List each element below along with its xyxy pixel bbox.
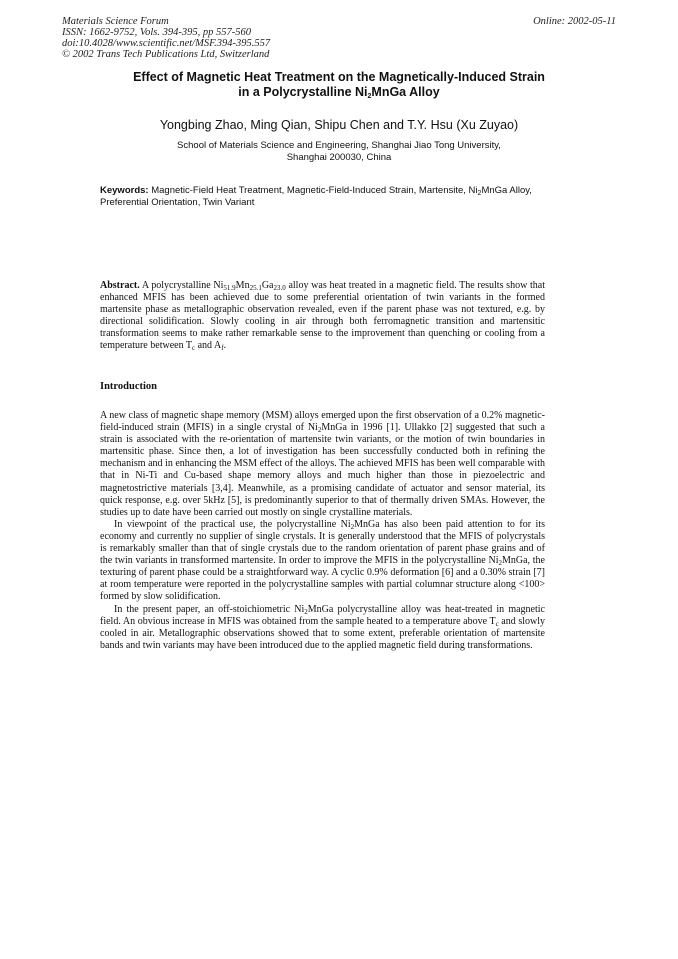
online-date: Online: 2002-05-11 (533, 16, 616, 27)
intro-paragraph-3: In the present paper, an off-stoichiometric $Ni_2MnGa$ polycrystalline alloy was heat-treated in magnetic field. An obvious increase in MFIS was obtained from the sample heated to a temperature above $T_c$ and slowly cooled in air. Metallographic observations showed that to some extent, preferable orientation of martensite bands and twin variants may have been introduced due to the applied magnetic field during transformations. (100, 603, 546, 651)
doi-link[interactable]: doi:10.4028/www.scientific.net/MSF.394-395.557 (62, 38, 271, 49)
intro-paragraph-2: In viewpoint of the practical use, the polycrystalline $Ni_2MnGa$ has also been paid attention to for its economy and currently no supplier of single crystals. It is generally understood that the MFIS of polycrystals is remarkably smaller than that of single crystals due to the random orientation of parent phase grains and of the twin variants in transformed martensite. In order to improve the MFIS in the polycrystalline $Ni_2MnGa$, the texturing of parent phase could be a straightforward way. A cyclic 0.9% deformation [6] and a 0.30% strain [7] at room temperature were reported in the polycrystalline samples with partial columnar structure along <100> formed by slow solidification. (100, 518, 545, 603)
introduction-section (100, 410, 545, 652)
author-list: Yongbing Zhao, Ming Qian, Shipu Chen and T.Y. Hsu (Xu Zuyao) (159, 118, 519, 132)
paper-title (62, 70, 616, 100)
issn-line: ISSN: 1662-9752, Vols. 394-395, pp 557-560 (62, 27, 251, 38)
copyright-line: © 2002 Trans Tech Publications Ltd, Switzerland (62, 49, 270, 60)
abstract-text: Abstract. A polycrystalline $Ni_{51.9}Mn_{25.1}Ga_{23.0}$ alloy was heat treated in a magnetic field. The results show that enhanced MFIS has been achieved due to some preferential orientation of twin variants in the formed martensite phase as metallographic observation revealed, even if the parent phase was not textured, e.g. by directional solidification. Slowly cooling in air through both ferromagnetic transition and martensitic transformation seems to make rather remarkable sense to the improvement than quenching or cooling from a temperature between $T_c$ and $A_f$. (100, 280, 546, 353)
title-line-1: Effect of Magnetic Heat Treatment on the Magnetically-Induced Strain (133, 70, 545, 84)
keywords-label: Keywords: (100, 185, 149, 196)
affiliation: School of Materials Science and Engineering, Shanghai Jiao Tong University, Shanghai 200030, China (177, 140, 501, 163)
keywords: Keywords: Magnetic-Field Heat Treatment, Magnetic-Field-Induced Strain, Martensite, $Ni_2MnGa$ Alloy, Preferential Orientation, Twin Variant (100, 185, 532, 208)
abstract-label: Abstract. (100, 280, 140, 291)
page-header (62, 16, 616, 60)
title-line-2: in a Polycrystalline $Ni_2MnGa$ Alloy (238, 85, 440, 100)
intro-paragraph-1: A new class of magnetic shape memory (MSM) alloys emerged upon the first observation of a 0.2% magnetic-field-induced strain (MFIS) in a single crystal of $Ni_2MnGa$ in 1996 [1]. Ullakko [2] suggested that such a strain is associated with the re-orientation of martensite twin variants, or the motion of twin boundaries in martensitic phase. Since then, a lot of investigation has been successfully conducted both in refining the mechanism and in enhancing the MSM effect of the alloys. The achieved MFIS has been well comparable with that in Ni-Ti and Cu-based shape memory alloys and much higher than those in piezoelectric and magnetostrictive materials [3,4]. Meanwhile, as a promising candidate of actuator and sensor material, its quick response, e.g. over 5kHz [5], is predominantly superior to that of thermally driven SMAs. However, the studies up to date have been carried out mostly on single crystalline materials. (100, 410, 545, 518)
abstract (100, 280, 545, 353)
journal-name: Materials Science Forum (62, 16, 169, 27)
section-heading-introduction: Introduction (100, 381, 157, 392)
